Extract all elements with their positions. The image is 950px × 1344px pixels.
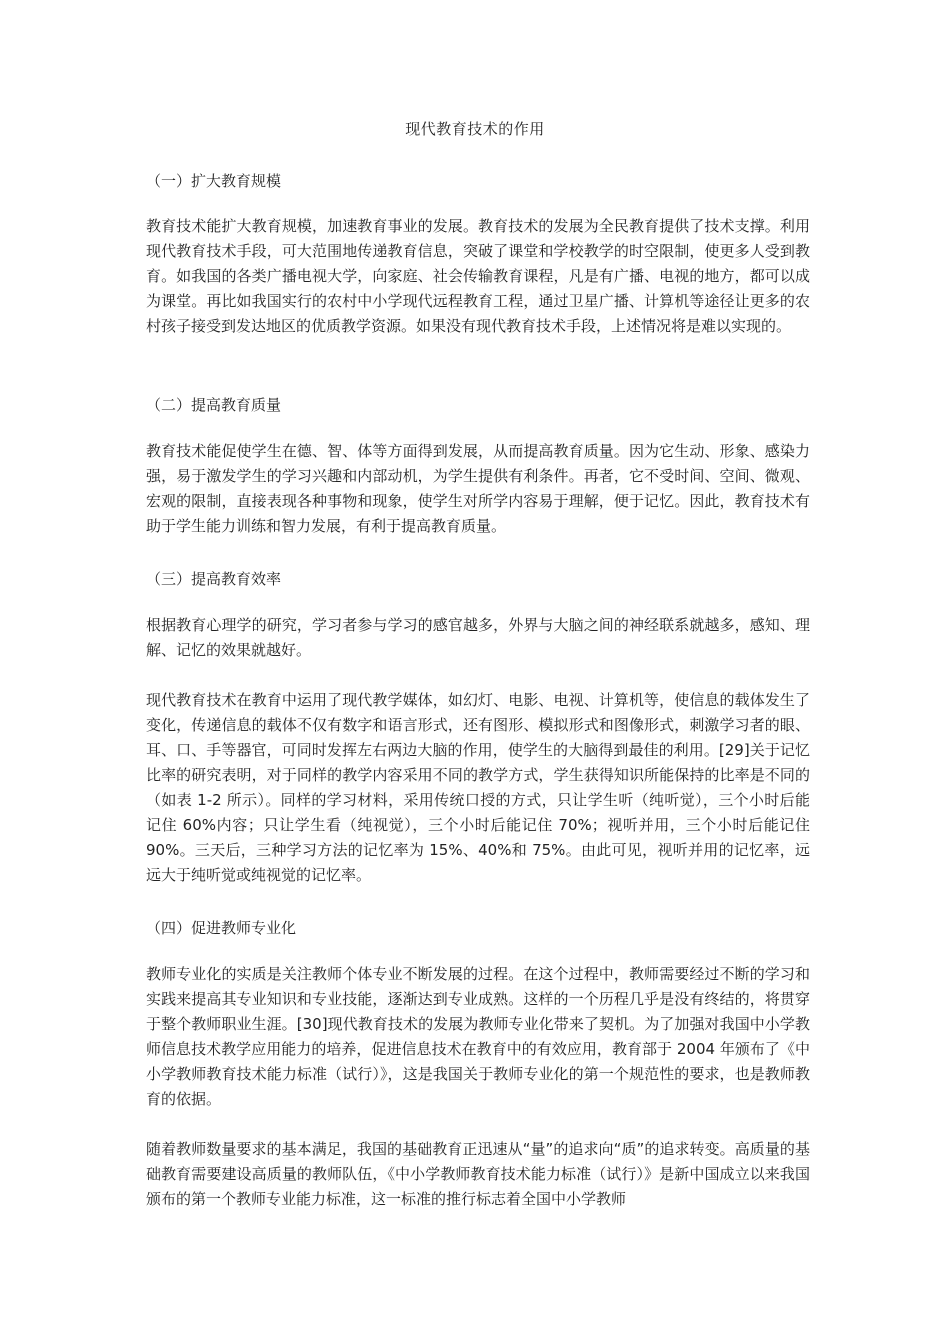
section-heading-3: （三）提高教育效率 bbox=[146, 570, 282, 588]
section-4-paragraph-2: 随着教师数量要求的基本满足，我国的基础教育正迅速从“量”的追求向“质”的追求转变。高质量的基础教育需要建设高质量的教师队伍，《中小学教师教育技术能力标准（试行）》是新中国成立以来我国颁布的第一个教师专业能力标准，这一标准的推行标志着全国中小学教师 bbox=[146, 1140, 810, 1208]
section-2-paragraph-1: 教育技术能促使学生在德、智、体等方面得到发展，从而提高教育质量。因为它生动、形象、感染力强，易于激发学生的学习兴趣和内部动机，为学生提供有利条件。再者，它不受时间、空间、微观、宏观的限制，直接表现各种事物和现象，使学生对所学内容易于理解，便于记忆。因此，教育技术有助于学生能力训练和智力发展，有利于提高教育质量。 bbox=[146, 442, 810, 535]
section-4-paragraph-1: 教师专业化的实质是关注教师个体专业不断发展的过程。在这个过程中，教师需要经过不断的学习和实践来提高其专业知识和专业技能，逐渐达到专业成熟。这样的一个历程几乎是没有终结的，将贯穿于整个教师职业生涯。[30]现代教育技术的发展为教师专业化带来了契机。为了加强对我国中小学教师信息技术教学应用能力的培养，促进信息技术在教育中的有效应用，教育部于 2004 年颁布了《中小学教师教育技术能力标准（试行）》，这是我国关于教师专业化的第一个规范性的要求，也是教师教育的依据。 bbox=[146, 965, 810, 1108]
section-3-paragraph-2: 现代教育技术在教育中运用了现代教学媒体，如幻灯、电影、电视、计算机等，使信息的载体发生了变化，传递信息的载体不仅有数字和语言形式，还有图形、模拟形式和图像形式，刺激学习者的眼、耳、口、手等器官，可同时发挥左右两边大脑的作用，使学生的大脑得到最佳的利用。[29]关于记忆比率的研究表明，对于同样的教学内容采用不同的教学方式，学生获得知识所能保持的比率是不同的（如表 1-2 所示）。同样的学习材料，采用传统口授的方式，只让学生听（纯听觉），三个小时后能记住 60%内容；只让学生看（纯视觉），三个小时后能记住 70%；视听并用，三个小时后能记住 90%。三天后，三种学习方法的记忆率为 15%、40%和 75%。由此可见，视听并用的记忆率，远远大于纯听觉或纯视觉的记忆率。 bbox=[146, 691, 810, 884]
section-3-paragraph-1: 根据教育心理学的研究，学习者参与学习的感官越多，外界与大脑之间的神经联系就越多，感知、理解、记忆的效果就越好。 bbox=[146, 616, 810, 659]
section-heading-2: （二）提高教育质量 bbox=[146, 396, 282, 414]
section-1-paragraph-1: 教育技术能扩大教育规模，加速教育事业的发展。教育技术的发展为全民教育提供了技术支撑。利用现代教育技术手段，可大范围地传递教育信息，突破了课堂和学校教学的时空限制，使更多人受到教育。如我国的各类广播电视大学，向家庭、社会传输教育课程，凡是有广播、电视的地方，都可以成为课堂。再比如我国实行的农村中小学现代远程教育工程，通过卫星广播、计算机等途径让更多的农村孩子接受到发达地区的优质教学资源。如果没有现代教育技术手段，上述情况将是难以实现的。 bbox=[146, 217, 810, 335]
document-title: 现代教育技术的作用 bbox=[405, 120, 545, 138]
section-heading-4: （四）促进教师专业化 bbox=[146, 919, 297, 937]
section-heading-1: （一）扩大教育规模 bbox=[146, 172, 282, 190]
